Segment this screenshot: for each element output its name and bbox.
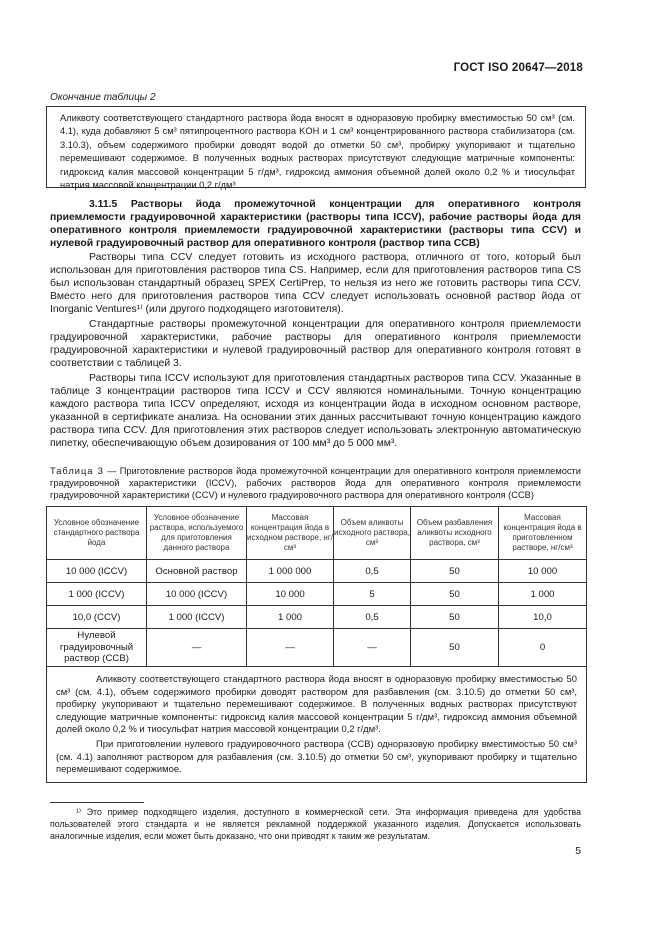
table-cell: 10 000 (ICCV) — [147, 583, 247, 606]
table3-header-cell: Объем аликвоты исходного раствора, см³ — [334, 507, 411, 560]
table3-header-cell: Условное обозначение раствора, используемого для приготовления данного раствора — [147, 507, 247, 560]
table-cell: Нулевой градуировочный раствор (CCB) — [47, 629, 147, 667]
paragraph-3: Растворы типа ICCV используют для приготовления стандартных растворов типа CCV. Указанные в таблице 3 концентрации растворов типа ICCV и CCV являются номинальными. Точную концентрацию каждого раствора типа ICCV определяют, исходя из концентрации йода в исходном основном растворе, указанной в сертификате анализа. На основании этих данных рассчитывают точную концентрацию каждого раствора типа CCV. Для приготовления этих растворов следует использовать электронную автоматическую пипетку, обеспечивающую объем дозирования от 100 мм³ до 5 000 мм³. — [50, 373, 581, 450]
table-cell: 1 000 000 — [247, 560, 334, 583]
table-cell: 10 000 — [499, 560, 587, 583]
table-cell: 50 — [411, 583, 499, 606]
table3-note-2: При приготовлении нулевого градуировочного раствора (CCB) одноразовую пробирку вместимостью 50 см³ (см. 4.1) заполняют раствором для разбавления (см. 3.10.5) до отметки 50 см³, укупоривают пробирку и тщательно перемешивают содержимое. — [56, 737, 577, 775]
standard-code: ГОСТ ISO 20647—2018 — [453, 62, 583, 74]
table-cell: — — [147, 629, 247, 667]
table-cell: 1 000 (ICCV) — [147, 606, 247, 629]
paragraph-1: Растворы типа CCV следует готовить из исходного раствора, отличного от того, который был использован для приготовления растворов типа CS. Например, если для приготовления растворов типа CS был использован стандартный образец SPEX CertiPrep, то нельзя из него же готовить растворы типа CCV. Вместо него для приготовления растворов типа CCV следует использовать основной раствор йода от Inorganic Ventures¹⁾ (или другого подходящего изготовителя). — [50, 252, 581, 316]
table3-caption — [50, 465, 581, 502]
table-cell: 10,0 — [499, 606, 587, 629]
table3-header-cell: Массовая концентрация йода в исходном растворе, нг/см³ — [247, 507, 334, 560]
table-cell: 0,5 — [334, 606, 411, 629]
table-row — [47, 629, 587, 667]
table-cell: — — [334, 629, 411, 667]
section-heading: 3.11.5 Растворы йода промежуточной концентрации для оперативного контроля приемлемости градуировочной характеристики (растворы типа ICCV), рабочие растворы йода для оперативного контроля приемлемости градуировочной характеристики (растворы типа CCV) и нулевой градуировочный раствор для оперативного контроля (раствор типа CCB) — [50, 199, 581, 250]
table-cell: 1 000 — [499, 583, 587, 606]
table3-note-1: Аликвоту соответствующего стандартного раствора йода вносят в одноразовую пробирку вместимостью 50 см³ (см. 4.1), объем содержимого пробирки доводят раствором для разбавления (см. 3.10.5) до отметки 50 см³, пробирку укупоривают и тщательно перемешивают содержимое. В полученных водных растворах присутствуют следующие матричные компоненты: гидроксид калия массовой концентрации 5 г/дм³, гидроксид аммония объемной долей около 0,2 % и тиосульфат натрия массовой концентрации 0,2 г/дм³. — [56, 673, 577, 735]
table-cell: 50 — [411, 629, 499, 667]
table2-end-box — [46, 106, 586, 191]
table-cell: 10 000 — [247, 583, 334, 606]
table-cell: 1 000 (ICCV) — [47, 583, 147, 606]
paragraph-2: Стандартные растворы промежуточной концентрации для оперативного контроля приемлемости градуировочной характеристики, рабочие растворы для оперативного контроля приемлемости градуировочной характеристики и нулевой градуировочный раствор для оперативного контроля готовят в соответствии с таблицей 3. — [50, 319, 581, 370]
footnote: ¹⁾ Это пример подходящего изделия, доступного в коммерческой сети. Эта информация приведена для удобства пользователей этого стандарта и не является рекламной поддержкой указанного изделия. Допускается использовать аналогичные изделия, если может быть доказано, что они приводят к таким же результатам. — [50, 807, 581, 841]
table3-note-row — [47, 667, 587, 783]
table-cell: 0 — [499, 629, 587, 667]
table-cell: Основной раствор — [147, 560, 247, 583]
table3-header-cell: Массовая концентрация йода в приготовленном растворе, нг/см³ — [499, 507, 587, 560]
table3-header-cell: Условное обозначение стандартного раствора йода — [47, 507, 147, 560]
table-cell: 1 000 — [247, 606, 334, 629]
table-cell: 50 — [411, 606, 499, 629]
page-number: 5 — [575, 846, 581, 857]
table3-header-row — [47, 507, 587, 560]
table2-note: Аликвоту соответствующего стандартного раствора йода вносят в одноразовую пробирку вместимостью 50 см³ (см. 4.1), куда добавляют 5 см³ пятипроцентного раствора KOH и 1 см³ концентрированного раствора стабилизатора (см. 3.10.3), объем содержимого пробирки доводят водой до отметки 50 см³, пробирку укупоривают и тщательно перемешивают содержимое. В полученных водных растворах присутствуют следующие матричные компоненты: гидроксид калия массовой концентрации 5 г/дм³, гидроксид аммония объемной долей около 0,2 % и тиосульфат натрия массовой концентрации 0,2 г/дм³. — [60, 113, 575, 191]
table3-caption-text: — Приготовление растворов йода промежуточной концентрации для оперативного контроля приемлемости градуировочной характеристики (ICCV), рабочих растворов йода для оперативного контроля приемлемости градуировочной характеристики (CCV) и нулевого градуировочного раствора для оперативного контроля (CCB) — [50, 466, 581, 501]
table3-header-cell: Объем разбавления аликвоты исходного раствора, см³ — [411, 507, 499, 560]
table3-note-cell — [47, 667, 587, 783]
table-continuation-caption: Окончание таблицы 2 — [50, 92, 156, 103]
table-cell: 10 000 (ICCV) — [47, 560, 147, 583]
table-cell: 50 — [411, 560, 499, 583]
table-row — [47, 560, 587, 583]
table-cell: 0,5 — [334, 560, 411, 583]
footnote-divider — [50, 802, 144, 803]
table3-caption-prefix: Таблица 3 — [50, 466, 104, 476]
table-cell: 10,0 (CCV) — [47, 606, 147, 629]
table-cell: 5 — [334, 583, 411, 606]
table-cell: — — [247, 629, 334, 667]
table-row — [47, 606, 587, 629]
table3 — [46, 506, 587, 783]
table-row — [47, 583, 587, 606]
